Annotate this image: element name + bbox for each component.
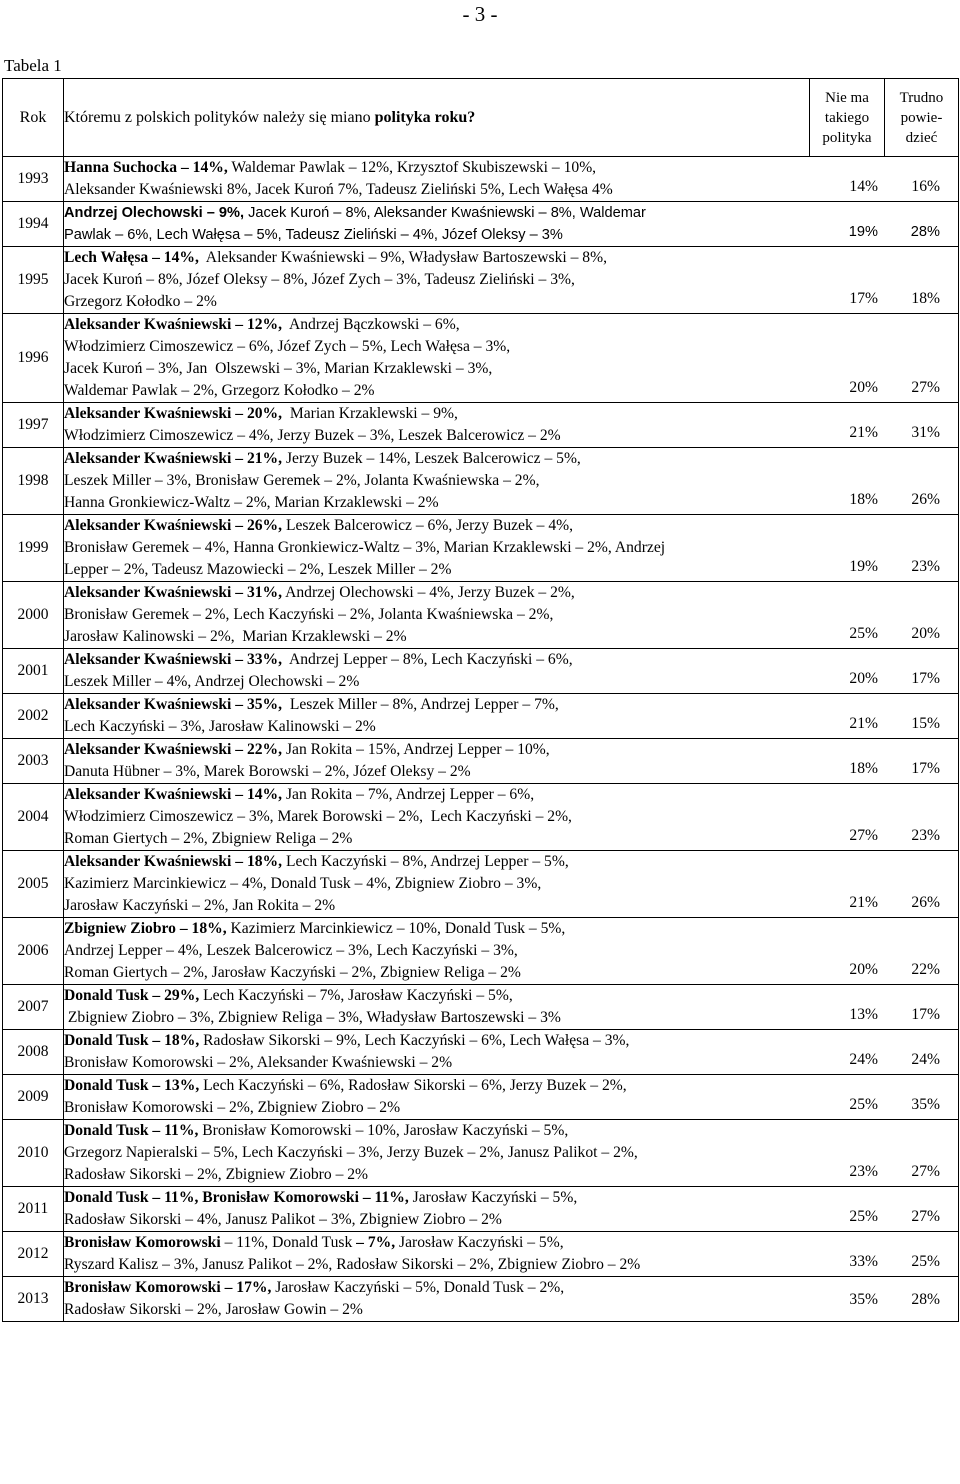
politicians-line — [64, 291, 808, 313]
table-row — [3, 403, 959, 448]
table-row — [3, 649, 959, 694]
row-year: 1993 — [3, 157, 64, 202]
row-year: 2001 — [3, 649, 64, 694]
table-row — [3, 247, 959, 314]
hard-to-say-percent: 26% — [911, 894, 940, 911]
politician-leader: Donald Tusk – 29%, — [64, 987, 200, 1004]
politician-text: Leszek Miller – 4%, Andrzej Olechowski – 2% — [64, 673, 360, 690]
no-politician-percent: 19% — [848, 224, 878, 240]
question-bold: polityka roku — [374, 108, 468, 126]
row-year: 2010 — [3, 1120, 64, 1187]
politician-of-year-table — [2, 78, 959, 1322]
politician-text: Bronisław Komorowski – 2%, Zbigniew Ziobro – 2% — [64, 1099, 401, 1116]
politician-text: Hanna Gronkiewicz-Waltz – 2%, Marian Krzaklewski – 2% — [64, 494, 439, 511]
hard-to-say-percent: 27% — [911, 1208, 940, 1225]
politician-text: Bronisław Komorowski – 2%, Aleksander Kwaśniewski – 2% — [64, 1054, 453, 1071]
header-no-politician — [810, 79, 885, 157]
politician-text: Roman Giertych – 2%, Zbigniew Religa – 2% — [64, 830, 353, 847]
hard-to-say-percent: 28% — [911, 1291, 940, 1308]
politician-leader: Hanna Suchocka – 14%, — [64, 159, 228, 176]
row-politicians — [64, 918, 959, 985]
no-politician-percent: 24% — [849, 1051, 878, 1068]
no-politician-percent: 14% — [849, 178, 878, 195]
row-year: 1995 — [3, 247, 64, 314]
politicians-line — [64, 1120, 808, 1142]
row-year: 2012 — [3, 1232, 64, 1277]
politician-leader: Zbigniew Ziobro – 18%, — [64, 920, 227, 937]
no-politician-percent: 13% — [849, 1006, 878, 1023]
hard-to-say-percent: 27% — [911, 379, 940, 396]
table-row — [3, 314, 959, 403]
politicians-line — [64, 1277, 808, 1299]
politicians-line — [64, 1142, 808, 1164]
question-suffix: ? — [467, 108, 476, 126]
table-row — [3, 515, 959, 582]
question-prefix: Któremu z polskich polityków należy się miano — [64, 108, 375, 126]
hard-to-say-percent: 17% — [911, 760, 940, 777]
politician-text: Włodzimierz Cimoszewicz – 4%, Jerzy Buzek – 3%, Leszek Balcerowicz – 2% — [64, 427, 561, 444]
politician-text: Leszek Balcerowicz – 6%, Jerzy Buzek – 4%, — [282, 517, 574, 534]
row-year: 2005 — [3, 851, 64, 918]
politicians-line — [64, 739, 808, 761]
politician-text: Jacek Kuroń – 3%, Jan Olszewski – 3%, Marian Krzaklewski – 3%, — [64, 360, 493, 377]
row-politicians — [64, 582, 959, 649]
politician-leader: Lech Wałęsa – 14%, — [64, 249, 199, 266]
table-row — [3, 1277, 959, 1322]
politicians-line — [64, 380, 808, 402]
politicians-line — [64, 716, 808, 738]
hard-to-say-percent: 20% — [911, 625, 940, 642]
politician-leader: Bronisław Komorowski – 17%, — [64, 1279, 272, 1296]
politicians-line — [64, 806, 808, 828]
politician-text: Aleksander Kwaśniewski – 9%, Władysław Bartoszewski – 8%, — [198, 249, 607, 266]
row-politicians — [64, 157, 959, 202]
politician-text: Radosław Sikorski – 4%, Janusz Palikot – 3%, Zbigniew Ziobro – 2% — [64, 1211, 502, 1228]
no-politician-percent: 17% — [849, 290, 878, 307]
row-year: 1994 — [3, 202, 64, 247]
politicians-line — [64, 247, 808, 269]
header-no-politician-line: takiego — [824, 109, 870, 126]
header-no-politician-line: Nie ma — [825, 89, 869, 106]
politicians-line — [64, 784, 808, 806]
politicians-line — [64, 1075, 808, 1097]
politicians-line — [64, 269, 808, 291]
politician-text: Lech Kaczyński – 8%, Andrzej Lepper – 5%, — [282, 853, 569, 870]
politician-text: Andrzej Olechowski – 4%, Jerzy Buzek – 2%, — [282, 584, 575, 601]
politician-text: Jarosław Kaczyński – 5%, — [408, 1189, 578, 1206]
row-year: 2009 — [3, 1075, 64, 1120]
row-year: 1998 — [3, 448, 64, 515]
no-politician-percent: 20% — [849, 670, 878, 687]
politician-leader: Aleksander Kwaśniewski – 35%, — [64, 696, 283, 713]
politician-leader: Donald Tusk – 11%, — [64, 1122, 199, 1139]
table-row — [3, 918, 959, 985]
politician-text: Roman Giertych – 2%, Jarosław Kaczyński – 2%, Zbigniew Religa – 2% — [64, 964, 521, 981]
politician-text: Andrzej Bączkowski – 6%, — [282, 316, 460, 333]
hard-to-say-percent: 15% — [911, 715, 940, 732]
politician-text: Jarosław Kaczyński – 2%, Jan Rokita – 2% — [64, 897, 336, 914]
politician-text: Leszek Miller – 8%, Andrzej Lepper – 7%, — [282, 696, 559, 713]
hard-to-say-percent: 22% — [911, 961, 940, 978]
no-politician-percent: 21% — [849, 715, 878, 732]
politicians-line — [64, 559, 808, 581]
politician-text: Andrzej Lepper – 8%, Lech Kaczyński – 6%, — [282, 651, 573, 668]
politician-text: Lech Kaczyński – 6%, Radosław Sikorski – 6%, Jerzy Buzek – 2%, — [199, 1077, 627, 1094]
politician-leader: Aleksander Kwaśniewski – 20%, — [64, 405, 283, 422]
row-politicians — [64, 985, 959, 1030]
politician-text: Marian Krzaklewski – 9%, — [282, 405, 458, 422]
politician-text: Kazimierz Marcinkiewicz – 10%, Donald Tusk – 5%, — [226, 920, 566, 937]
hard-to-say-percent: 16% — [911, 178, 940, 195]
politicians-line — [64, 851, 808, 873]
header-hard-to-say-line: powie- — [900, 109, 943, 126]
header-no-politician-line: polityka — [822, 129, 872, 146]
row-politicians — [64, 694, 959, 739]
table-row — [3, 1120, 959, 1187]
row-year: 2013 — [3, 1277, 64, 1322]
politician-leader: Andrzej Olechowski – 9%, — [64, 205, 245, 221]
no-politician-percent: 25% — [849, 625, 878, 642]
no-politician-percent: 35% — [849, 1291, 878, 1308]
politicians-line — [64, 940, 808, 962]
row-year: 2002 — [3, 694, 64, 739]
politicians-line — [64, 448, 808, 470]
row-politicians — [64, 1277, 959, 1322]
table-caption: Tabela 1 — [4, 56, 62, 75]
row-politicians — [64, 784, 959, 851]
politician-text: Grzegorz Napieralski – 5%, Lech Kaczyński – 3%, Jerzy Buzek – 2%, Janusz Palikot – 2%, — [64, 1144, 638, 1161]
politicians-line — [64, 626, 808, 648]
politicians-line — [64, 537, 808, 559]
politician-leader: Aleksander Kwaśniewski – 31%, — [64, 584, 283, 601]
row-politicians — [64, 448, 959, 515]
politician-text: Zbigniew Ziobro – 3%, Zbigniew Religa – 3%, Władysław Bartoszewski – 3% — [64, 1009, 561, 1026]
politician-text: Waldemar Pawlak – 2%, Grzegorz Kołodko – 2% — [64, 382, 375, 399]
politician-text: Jarosław Kalinowski – 2%, Marian Krzaklewski – 2% — [64, 628, 407, 645]
no-politician-percent: 27% — [849, 827, 878, 844]
politicians-line — [64, 918, 808, 940]
row-politicians — [64, 515, 959, 582]
no-politician-percent: 18% — [849, 491, 878, 508]
politician-text: Kazimierz Marcinkiewicz – 4%, Donald Tusk – 4%, Zbigniew Ziobro – 3%, — [64, 875, 542, 892]
politicians-line — [64, 985, 808, 1007]
politician-text: Ryszard Kalisz – 3%, Janusz Palikot – 2%, Radosław Sikorski – 2%, Zbigniew Ziobro – 2% — [64, 1256, 641, 1273]
table-row — [3, 739, 959, 784]
row-year: 2004 — [3, 784, 64, 851]
hard-to-say-percent: 24% — [911, 1051, 940, 1068]
table-row — [3, 851, 959, 918]
politicians-line — [64, 1052, 808, 1074]
row-politicians — [64, 851, 959, 918]
politician-text: Waldemar Pawlak – 12%, Krzysztof Skubiszewski – 10%, — [227, 159, 597, 176]
politicians-line — [64, 202, 808, 224]
politician-text: Lech Kaczyński – 3%, Jarosław Kalinowski – 2% — [64, 718, 376, 735]
row-politicians — [64, 1075, 959, 1120]
politicians-line — [64, 1097, 808, 1119]
hard-to-say-percent: 25% — [911, 1253, 940, 1270]
politician-leader: – 7%, — [356, 1234, 396, 1251]
politicians-line — [64, 1299, 808, 1321]
politicians-line — [64, 358, 808, 380]
table-header-row — [3, 79, 959, 157]
politician-text: Lepper – 2%, Tadeusz Mazowiecki – 2%, Leszek Miller – 2% — [64, 561, 452, 578]
no-politician-percent: 20% — [849, 379, 878, 396]
politicians-line — [64, 157, 808, 179]
politicians-line — [64, 492, 808, 514]
row-year: 2011 — [3, 1187, 64, 1232]
politician-leader: Aleksander Kwaśniewski – 22%, — [64, 741, 283, 758]
politician-leader: Bronisław Komorowski — [64, 1234, 221, 1251]
row-year: 1996 — [3, 314, 64, 403]
politician-text: Bronisław Geremek – 2%, Lech Kaczyński – 2%, Jolanta Kwaśniewska – 2%, — [64, 606, 554, 623]
politician-leader: Donald Tusk – 18%, — [64, 1032, 200, 1049]
politicians-line — [64, 224, 808, 246]
hard-to-say-percent: 26% — [911, 491, 940, 508]
row-politicians — [64, 1120, 959, 1187]
row-politicians — [64, 649, 959, 694]
politicians-line — [64, 515, 808, 537]
politician-text: Andrzej Lepper – 4%, Leszek Balcerowicz – 3%, Lech Kaczyński – 3%, — [64, 942, 518, 959]
politicians-line — [64, 761, 808, 783]
row-year: 2008 — [3, 1030, 64, 1075]
hard-to-say-percent: 31% — [911, 424, 940, 441]
politician-text: Jarosław Kaczyński – 5%, — [395, 1234, 564, 1251]
no-politician-percent: 25% — [849, 1096, 878, 1113]
politicians-line — [64, 336, 808, 358]
row-politicians — [64, 1030, 959, 1075]
hard-to-say-percent: 23% — [911, 827, 940, 844]
row-politicians — [64, 1232, 959, 1277]
table-row — [3, 694, 959, 739]
politicians-line — [64, 962, 808, 984]
politician-text: Pawlak – 6%, Lech Wałęsa – 5%, Tadeusz Zieliński – 4%, Józef Oleksy – 3% — [64, 227, 563, 243]
politician-text: Jacek Kuroń – 8%, Józef Oleksy – 8%, Józef Zych – 3%, Tadeusz Zieliński – 3%, — [64, 271, 575, 288]
politicians-line — [64, 582, 808, 604]
no-politician-percent: 33% — [849, 1253, 878, 1270]
row-year: 1997 — [3, 403, 64, 448]
table-row — [3, 1187, 959, 1232]
politician-text: Jerzy Buzek – 14%, Leszek Balcerowicz – 5%, — [282, 450, 581, 467]
politicians-line — [64, 694, 808, 716]
politician-text: Jacek Kuroń – 8%, Aleksander Kwaśniewski – 8%, Waldemar — [244, 205, 646, 221]
row-year: 2003 — [3, 739, 64, 784]
table-row — [3, 784, 959, 851]
politicians-line — [64, 671, 808, 693]
no-politician-percent: 21% — [849, 894, 878, 911]
politicians-line — [64, 604, 808, 626]
politician-text: Radosław Sikorski – 9%, Lech Kaczyński – 6%, Lech Wałęsa – 3%, — [199, 1032, 630, 1049]
no-politician-percent: 21% — [849, 424, 878, 441]
politician-text: Leszek Miller – 3%, Bronisław Geremek – 2%, Jolanta Kwaśniewska – 2%, — [64, 472, 540, 489]
row-year: 1999 — [3, 515, 64, 582]
header-hard-to-say-line: Trudno — [899, 89, 944, 106]
politicians-line — [64, 470, 808, 492]
politicians-line — [64, 179, 808, 201]
politician-text: Jarosław Kaczyński – 5%, Donald Tusk – 2%, — [271, 1279, 565, 1296]
politician-text: Jan Rokita – 15%, Andrzej Lepper – 10%, — [282, 741, 550, 758]
row-politicians — [64, 202, 959, 247]
row-year: 2006 — [3, 918, 64, 985]
header-hard-to-say — [885, 79, 959, 157]
hard-to-say-percent: 17% — [911, 670, 940, 687]
politician-leader: Aleksander Kwaśniewski – 21%, — [64, 450, 283, 467]
row-politicians — [64, 314, 959, 403]
politician-leader: Aleksander Kwaśniewski – 14%, — [64, 786, 283, 803]
politician-leader: Aleksander Kwaśniewski – 33%, — [64, 651, 283, 668]
politician-leader: Aleksander Kwaśniewski – 18%, — [64, 853, 283, 870]
row-politicians — [64, 739, 959, 784]
politicians-line — [64, 873, 808, 895]
table-row — [3, 1075, 959, 1120]
row-year: 2007 — [3, 985, 64, 1030]
no-politician-percent: 25% — [849, 1208, 878, 1225]
politicians-line — [64, 1254, 808, 1276]
table-row — [3, 448, 959, 515]
no-politician-percent: 19% — [849, 558, 878, 575]
politician-text: Radosław Sikorski – 2%, Jarosław Gowin – 2% — [64, 1301, 363, 1318]
page-number: - 3 - — [462, 2, 498, 26]
politicians-line — [64, 649, 808, 671]
politician-text: Grzegorz Kołodko – 2% — [64, 293, 217, 310]
hard-to-say-percent: 35% — [911, 1096, 940, 1113]
politician-text: Lech Kaczyński – 7%, Jarosław Kaczyński – 5%, — [199, 987, 513, 1004]
hard-to-say-percent: 23% — [911, 558, 940, 575]
politician-text: Jan Rokita – 7%, Andrzej Lepper – 6%, — [282, 786, 535, 803]
table-row — [3, 1030, 959, 1075]
politicians-line — [64, 828, 808, 850]
header-year: Rok — [3, 79, 64, 157]
politician-text: Aleksander Kwaśniewski 8%, Jacek Kuroń 7%, Tadeusz Zieliński 5%, Lech Wałęsa 4% — [64, 181, 613, 198]
politician-text: Danuta Hübner – 3%, Marek Borowski – 2%, Józef Oleksy – 2% — [64, 763, 471, 780]
hard-to-say-percent: 17% — [911, 1006, 940, 1023]
politician-leader: Aleksander Kwaśniewski – 12%, — [64, 316, 283, 333]
table-row — [3, 202, 959, 247]
politicians-line — [64, 1187, 808, 1209]
politician-leader: Donald Tusk – 13%, — [64, 1077, 200, 1094]
politicians-line — [64, 1232, 808, 1254]
politician-text: – 11%, Donald Tusk — [220, 1234, 357, 1251]
politicians-line — [64, 1209, 808, 1231]
no-politician-percent: 18% — [849, 760, 878, 777]
politicians-line — [64, 425, 808, 447]
politician-text: Radosław Sikorski – 2%, Zbigniew Ziobro – 2% — [64, 1166, 369, 1183]
row-politicians — [64, 403, 959, 448]
header-hard-to-say-line: dzieć — [905, 129, 938, 146]
row-politicians — [64, 247, 959, 314]
politician-leader: Aleksander Kwaśniewski – 26%, — [64, 517, 283, 534]
politicians-line — [64, 1164, 808, 1186]
header-question — [64, 79, 810, 157]
politicians-line — [64, 1030, 808, 1052]
no-politician-percent: 23% — [849, 1163, 878, 1180]
politicians-line — [64, 1007, 808, 1029]
hard-to-say-percent: 27% — [911, 1163, 940, 1180]
politician-text: Włodzimierz Cimoszewicz – 3%, Marek Borowski – 2%, Lech Kaczyński – 2%, — [64, 808, 572, 825]
table-row — [3, 582, 959, 649]
politicians-line — [64, 895, 808, 917]
politicians-line — [64, 403, 808, 425]
row-year: 2000 — [3, 582, 64, 649]
row-politicians — [64, 1187, 959, 1232]
politician-leader: Donald Tusk – 11%, Bronisław Komorowski – 11%, — [64, 1189, 409, 1206]
table-row — [3, 1232, 959, 1277]
hard-to-say-percent: 18% — [911, 290, 940, 307]
politicians-line — [64, 314, 808, 336]
politician-text: Bronisław Komorowski – 10%, Jarosław Kaczyński – 5%, — [198, 1122, 569, 1139]
politician-text: Włodzimierz Cimoszewicz – 6%, Józef Zych – 5%, Lech Wałęsa – 3%, — [64, 338, 511, 355]
table-row — [3, 985, 959, 1030]
table-row — [3, 157, 959, 202]
hard-to-say-percent: 28% — [910, 224, 940, 240]
no-politician-percent: 20% — [849, 961, 878, 978]
politician-text: Bronisław Geremek – 4%, Hanna Gronkiewicz-Waltz – 3%, Marian Krzaklewski – 2%, Andrzej — [64, 539, 666, 556]
